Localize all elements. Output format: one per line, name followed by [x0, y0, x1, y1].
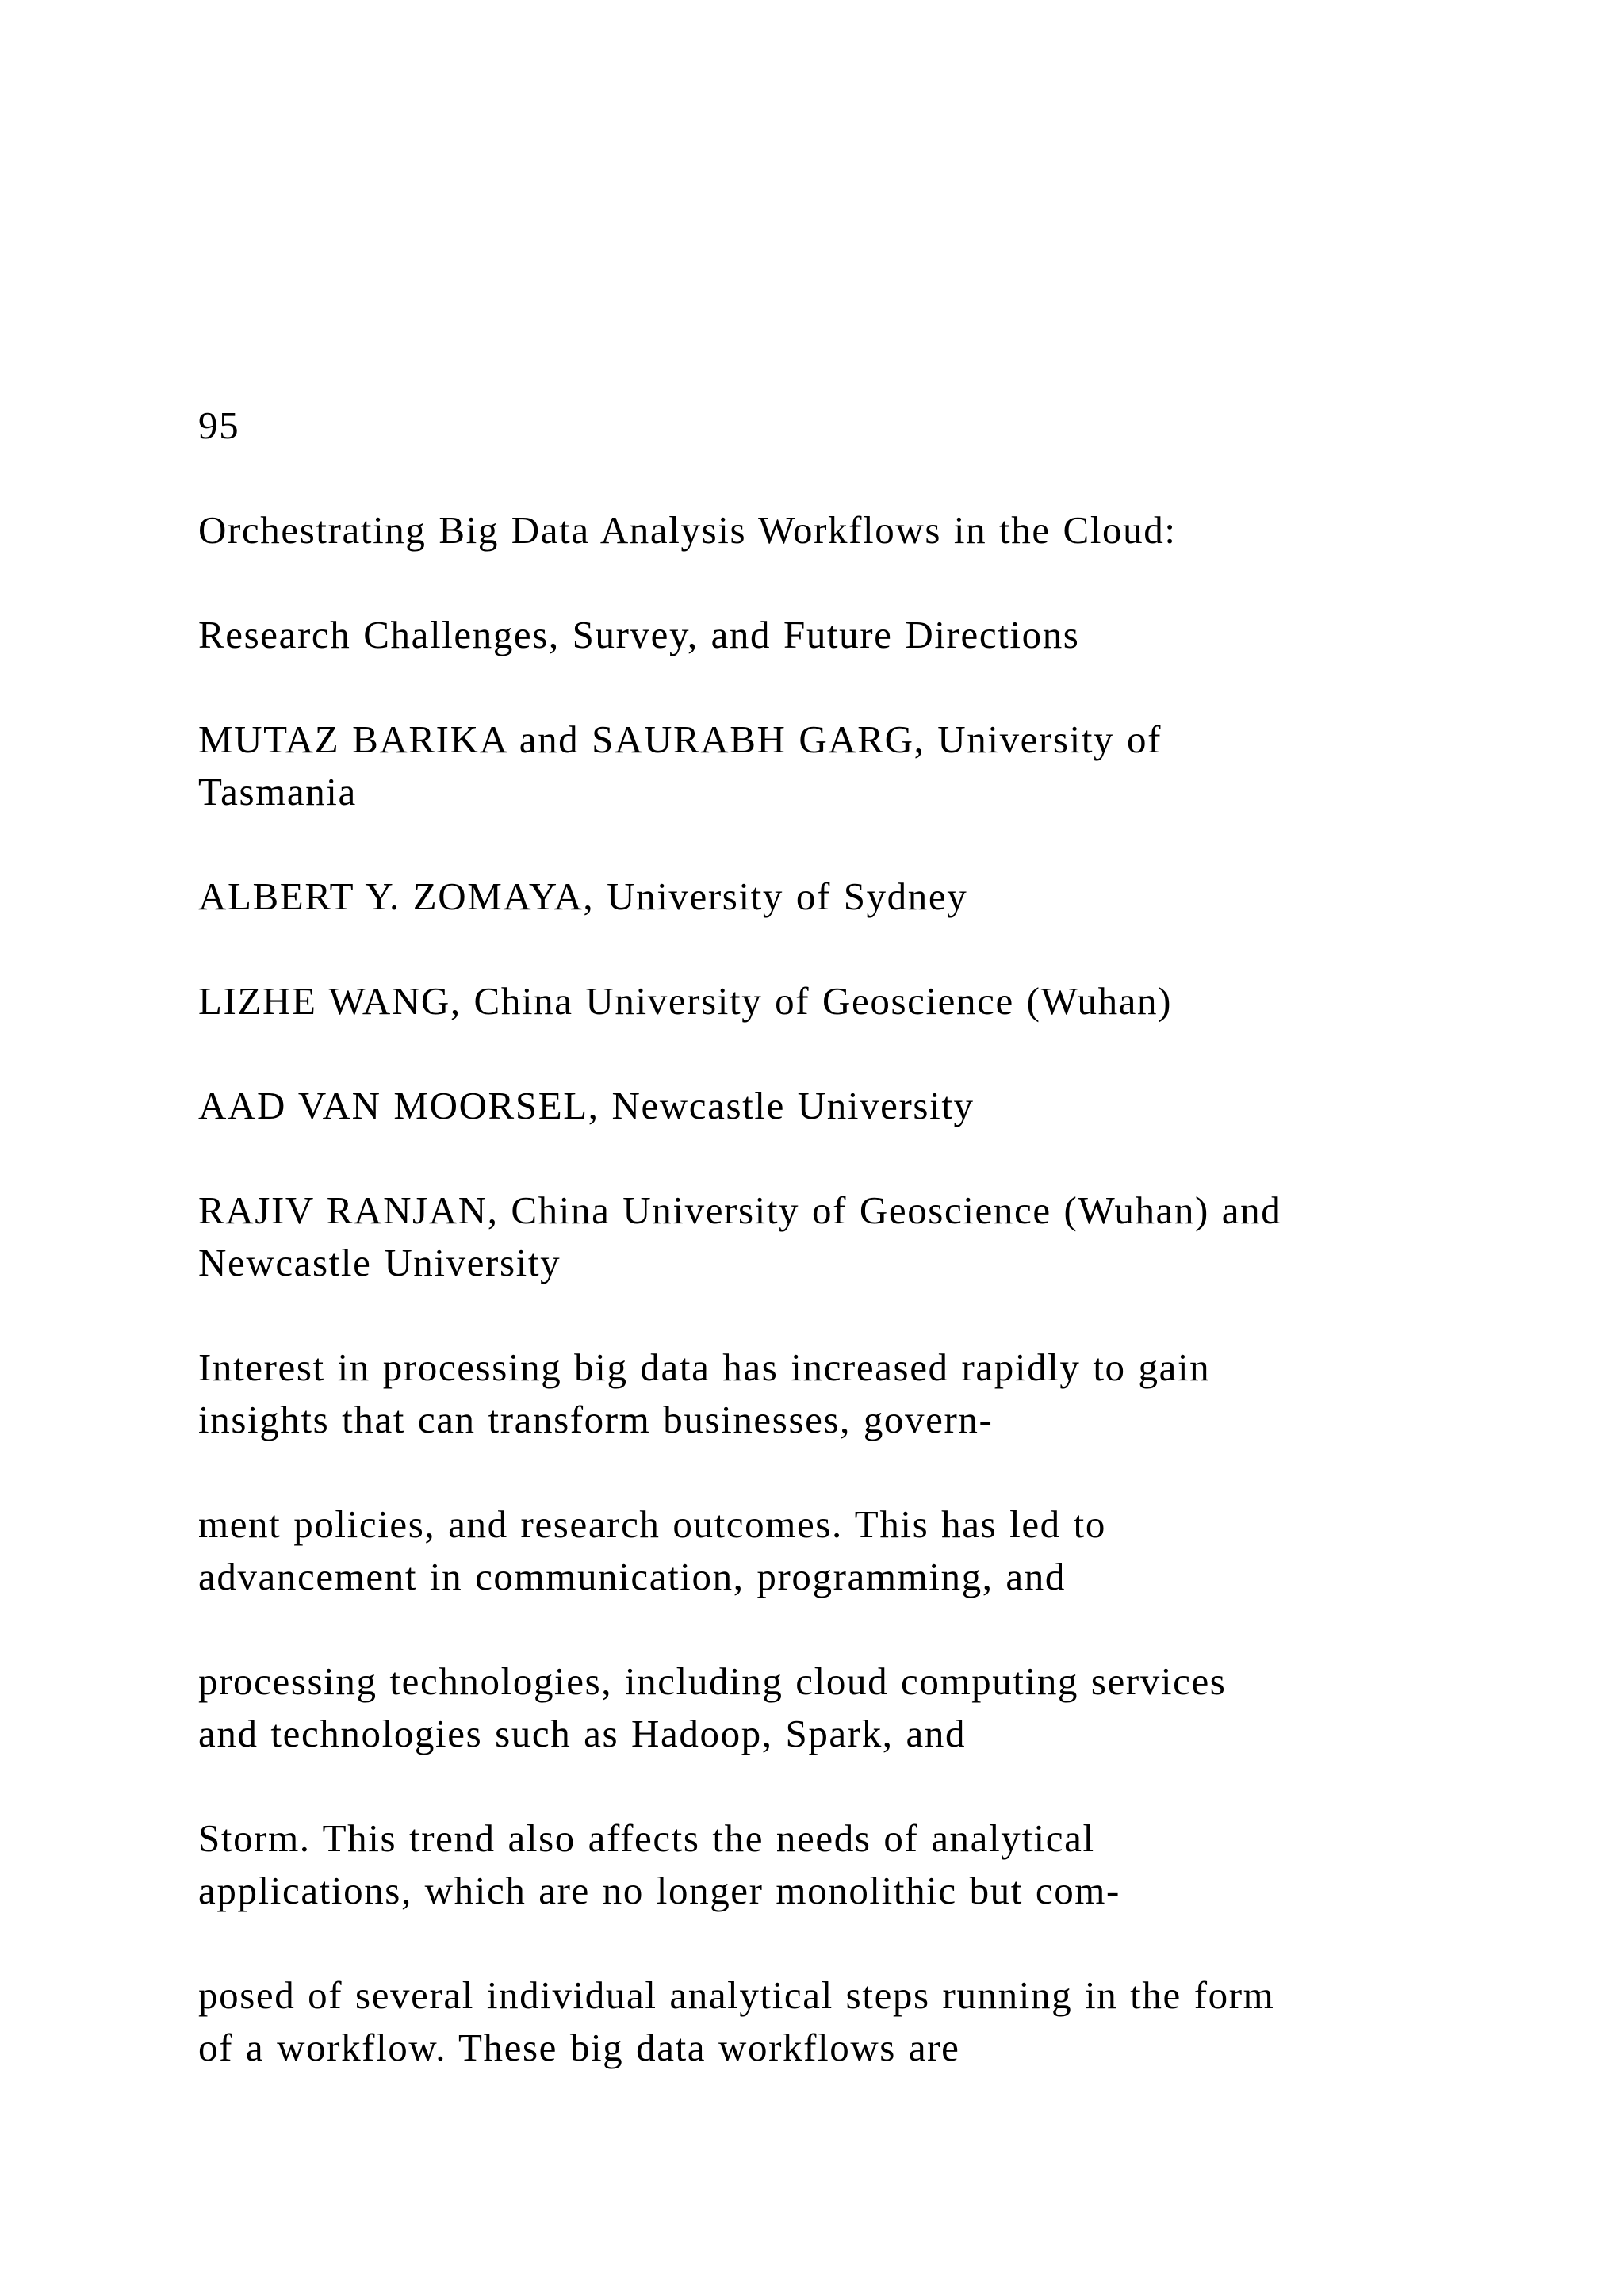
paper-subtitle-text: Research Challenges, Survey, and Future Directions — [198, 613, 1080, 656]
paper-title — [198, 504, 1435, 557]
abstract-line: processing technologies, including cloud computing services — [198, 1659, 1227, 1703]
abstract-paragraph — [198, 1498, 1435, 1603]
abstract-paragraph — [198, 1969, 1435, 2074]
author-line: Newcastle University — [198, 1241, 561, 1284]
author-line: AAD VAN MOORSEL, Newcastle University — [198, 1084, 975, 1127]
author-affiliation — [198, 714, 1435, 818]
paper-title-text: Orchestrating Big Data Analysis Workflows in the Cloud: — [198, 508, 1177, 552]
author-affiliation — [198, 871, 1435, 923]
page-number-text: 95 — [198, 404, 240, 447]
author-affiliation — [198, 1080, 1435, 1132]
abstract-line: and technologies such as Hadoop, Spark, and — [198, 1712, 967, 1755]
document-content — [198, 400, 1435, 2074]
author-line: ALBERT Y. ZOMAYA, University of Sydney — [198, 874, 968, 918]
author-affiliation — [198, 1184, 1435, 1289]
author-line: RAJIV RANJAN, China University of Geoscience (Wuhan) and — [198, 1188, 1282, 1232]
abstract-line: insights that can transform businesses, govern- — [198, 1398, 994, 1441]
abstract-line: applications, which are no longer monolithic but com- — [198, 1869, 1120, 1912]
author-line: LIZHE WANG, China University of Geoscience (Wuhan) — [198, 979, 1173, 1023]
author-line: MUTAZ BARIKA and SAURABH GARG, University of — [198, 718, 1162, 761]
abstract-line: advancement in communication, programming, and — [198, 1555, 1066, 1598]
author-affiliation — [198, 975, 1435, 1027]
paper-subtitle — [198, 609, 1435, 661]
abstract-line: ment policies, and research outcomes. This has led to — [198, 1502, 1106, 1546]
abstract-paragraph — [198, 1812, 1435, 1917]
abstract-line: Storm. This trend also affects the needs of analytical — [198, 1816, 1095, 1860]
author-line: Tasmania — [198, 770, 357, 813]
abstract-paragraph — [198, 1655, 1435, 1760]
page-number — [198, 400, 1435, 452]
abstract-line: of a workflow. These big data workflows are — [198, 2026, 960, 2069]
abstract-paragraph — [198, 1341, 1435, 1446]
abstract-line: posed of several individual analytical steps running in the form — [198, 1973, 1275, 2017]
abstract-line: Interest in processing big data has increased rapidly to gain — [198, 1345, 1211, 1389]
